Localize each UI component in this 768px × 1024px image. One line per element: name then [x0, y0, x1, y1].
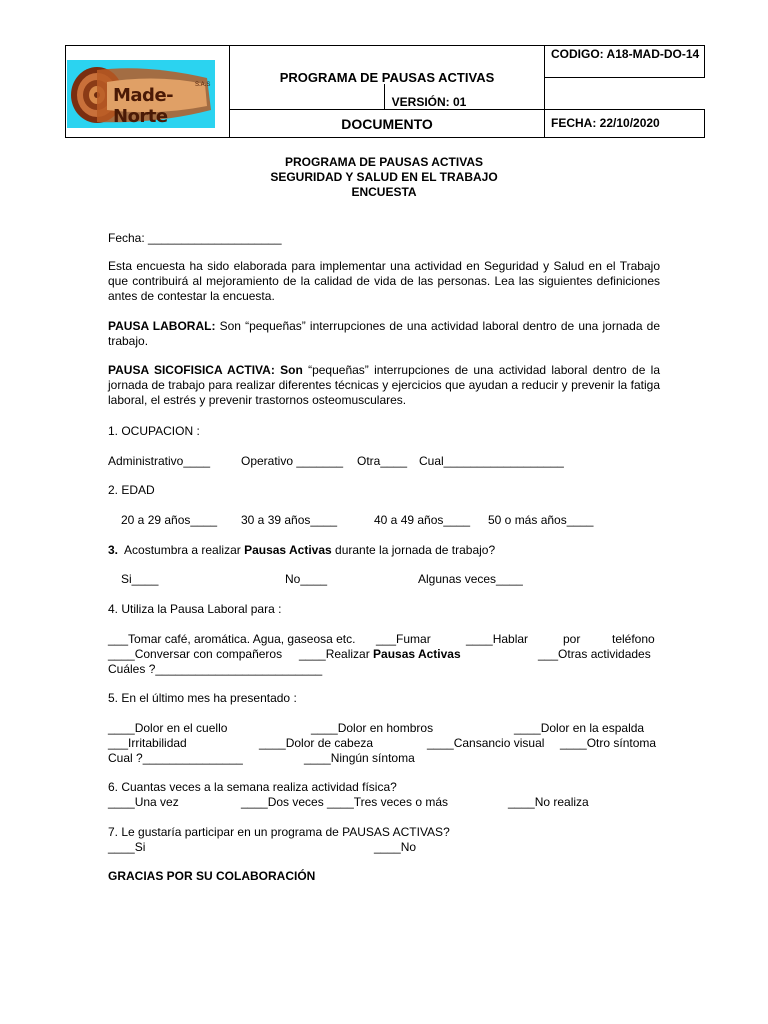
q1-option-otra[interactable]: Otra____ — [357, 454, 408, 468]
q1-option-cual[interactable]: Cual__________________ — [419, 454, 564, 468]
q5-option-dolor-cabeza[interactable]: ____Dolor de cabeza — [259, 736, 374, 750]
q7-option-no[interactable]: ____No — [374, 840, 417, 854]
question-bold-text: Pausas Activas — [244, 543, 332, 557]
q2-option-20-29[interactable]: 20 a 29 años____ — [121, 513, 218, 527]
definition-term: PAUSA LABORAL: — [108, 319, 216, 333]
option-bold-text: Pausas Activas — [373, 647, 461, 661]
definition-term: PAUSA SICOFISICA ACTIVA: Son — [108, 363, 303, 377]
q6-option-no-realiza[interactable]: ____No realiza — [508, 795, 589, 809]
question-7-label: 7. Le gustaría participar en un programa de PAUSAS ACTIVAS? — [108, 825, 450, 839]
intro-paragraph: Esta encuesta ha sido elaborada para implementar una actividad en Seguridad y Salud en el Trabajo que contribuirá al mejoramiento de la calidad de vida de las personas. Lea las siguientes definiciones antes de contestar la encuesta. — [108, 259, 660, 303]
question-4-label: 4. Utiliza la Pausa Laboral para : — [108, 602, 282, 616]
question-1-label: 1. OCUPACION : — [108, 424, 200, 438]
q5-option-irritabilidad[interactable]: ___Irritabilidad — [108, 736, 187, 750]
question-6-label: 6. Cuantas veces a la semana realiza actividad física? — [108, 780, 397, 794]
q4-option-realizar-pausas[interactable] — [299, 647, 461, 661]
q5-option-dolor-hombros[interactable]: ____Dolor en hombros — [311, 721, 434, 735]
program-title: PROGRAMA DE PAUSAS ACTIVAS — [279, 70, 495, 85]
q2-option-30-39[interactable]: 30 a 39 años____ — [241, 513, 338, 527]
q3-option-algunas-veces[interactable]: Algunas veces____ — [418, 572, 523, 586]
logo-sup: S.A.S — [195, 82, 211, 88]
option-text: ____Realizar — [299, 647, 374, 661]
question-text: Acostumbra a realizar — [118, 543, 245, 557]
q5-option-cansancio-visual[interactable]: ____Cansancio visual — [427, 736, 545, 750]
q5-option-dolor-cuello[interactable]: ____Dolor en el cuello — [108, 721, 228, 735]
question-number: 3. — [108, 543, 119, 557]
definition-text: “pequeñas” interrupciones de una actividad laboral dentro de la jornada de trabajo para realizar diferentes técnicas y ejercicios que ayudan a reducir y prevenir la fatiga laboral, el estrés y prevenir trastornos osteomusculares. — [108, 363, 660, 407]
q5-option-dolor-espalda[interactable]: ____Dolor en la espalda — [514, 721, 645, 735]
question-5-label: 5. En el último mes ha presentado : — [108, 691, 297, 705]
q5-option-ningun-sintoma[interactable]: ____Ningún síntoma — [304, 751, 415, 765]
q3-option-no[interactable]: No____ — [285, 572, 328, 586]
q7-option-si[interactable]: ____Si — [108, 840, 146, 854]
question-text: durante la jornada de trabajo? — [331, 543, 496, 557]
date-field[interactable]: Fecha: ____________________ — [108, 231, 282, 245]
question-3-label — [108, 543, 495, 557]
document-code: CODIGO: A18-MAD-DO-14 — [551, 47, 700, 61]
definition-pausa-laboral — [108, 319, 660, 349]
q5-cual-field[interactable]: Cual ?_______________ — [108, 751, 243, 765]
q3-option-si[interactable]: Si____ — [121, 572, 159, 586]
title-line-3: ENCUESTA — [351, 185, 417, 199]
definition-text: Son “pequeñas” interrupciones de una actividad laboral dentro de una jornada de trabajo. — [108, 319, 660, 348]
q6-option-una-vez[interactable]: ____Una vez — [108, 795, 179, 809]
question-2-label: 2. EDAD — [108, 483, 155, 497]
q2-option-40-49[interactable]: 40 a 49 años____ — [374, 513, 471, 527]
version-label: VERSIÓN: 01 — [391, 95, 467, 109]
q5-option-otro-sintoma[interactable]: ____Otro síntoma — [560, 736, 657, 750]
q1-option-administrativo[interactable]: Administrativo____ — [108, 454, 211, 468]
thanks-message: GRACIAS POR SU COLABORACIÓN — [108, 869, 316, 883]
q2-option-50-plus[interactable]: 50 o más años____ — [488, 513, 594, 527]
q4-option-otras[interactable]: ___Otras actividades — [538, 647, 651, 661]
q4-option-fumar[interactable]: ___Fumar — [376, 632, 431, 646]
q4-cuales-field[interactable]: Cuáles ?_________________________ — [108, 662, 323, 676]
q4-text-telefono: teléfono — [612, 632, 655, 646]
q6-option-dos-tres-veces[interactable]: ____Dos veces ____Tres veces o más — [241, 795, 448, 809]
q4-option-hablar[interactable]: ____Hablar — [466, 632, 529, 646]
q1-option-operativo[interactable]: Operativo _______ — [241, 454, 344, 468]
company-logo — [67, 60, 215, 128]
q4-option-tomar-cafe[interactable]: ___Tomar café, aromática. Agua, gaseosa etc. — [108, 632, 356, 646]
q4-text-por: por — [563, 632, 581, 646]
q4-option-conversar[interactable]: ____Conversar con compañeros — [108, 647, 283, 661]
document-type: DOCUMENTO — [341, 116, 433, 132]
title-line-1: PROGRAMA DE PAUSAS ACTIVAS — [284, 155, 483, 169]
definition-pausa-sicofisica — [108, 363, 660, 408]
logo-text: Made-Norte — [113, 85, 174, 127]
document-date: FECHA: 22/10/2020 — [551, 116, 660, 130]
title-line-2: SEGURIDAD Y SALUD EN EL TRABAJO — [270, 170, 498, 184]
document-title — [108, 155, 660, 200]
